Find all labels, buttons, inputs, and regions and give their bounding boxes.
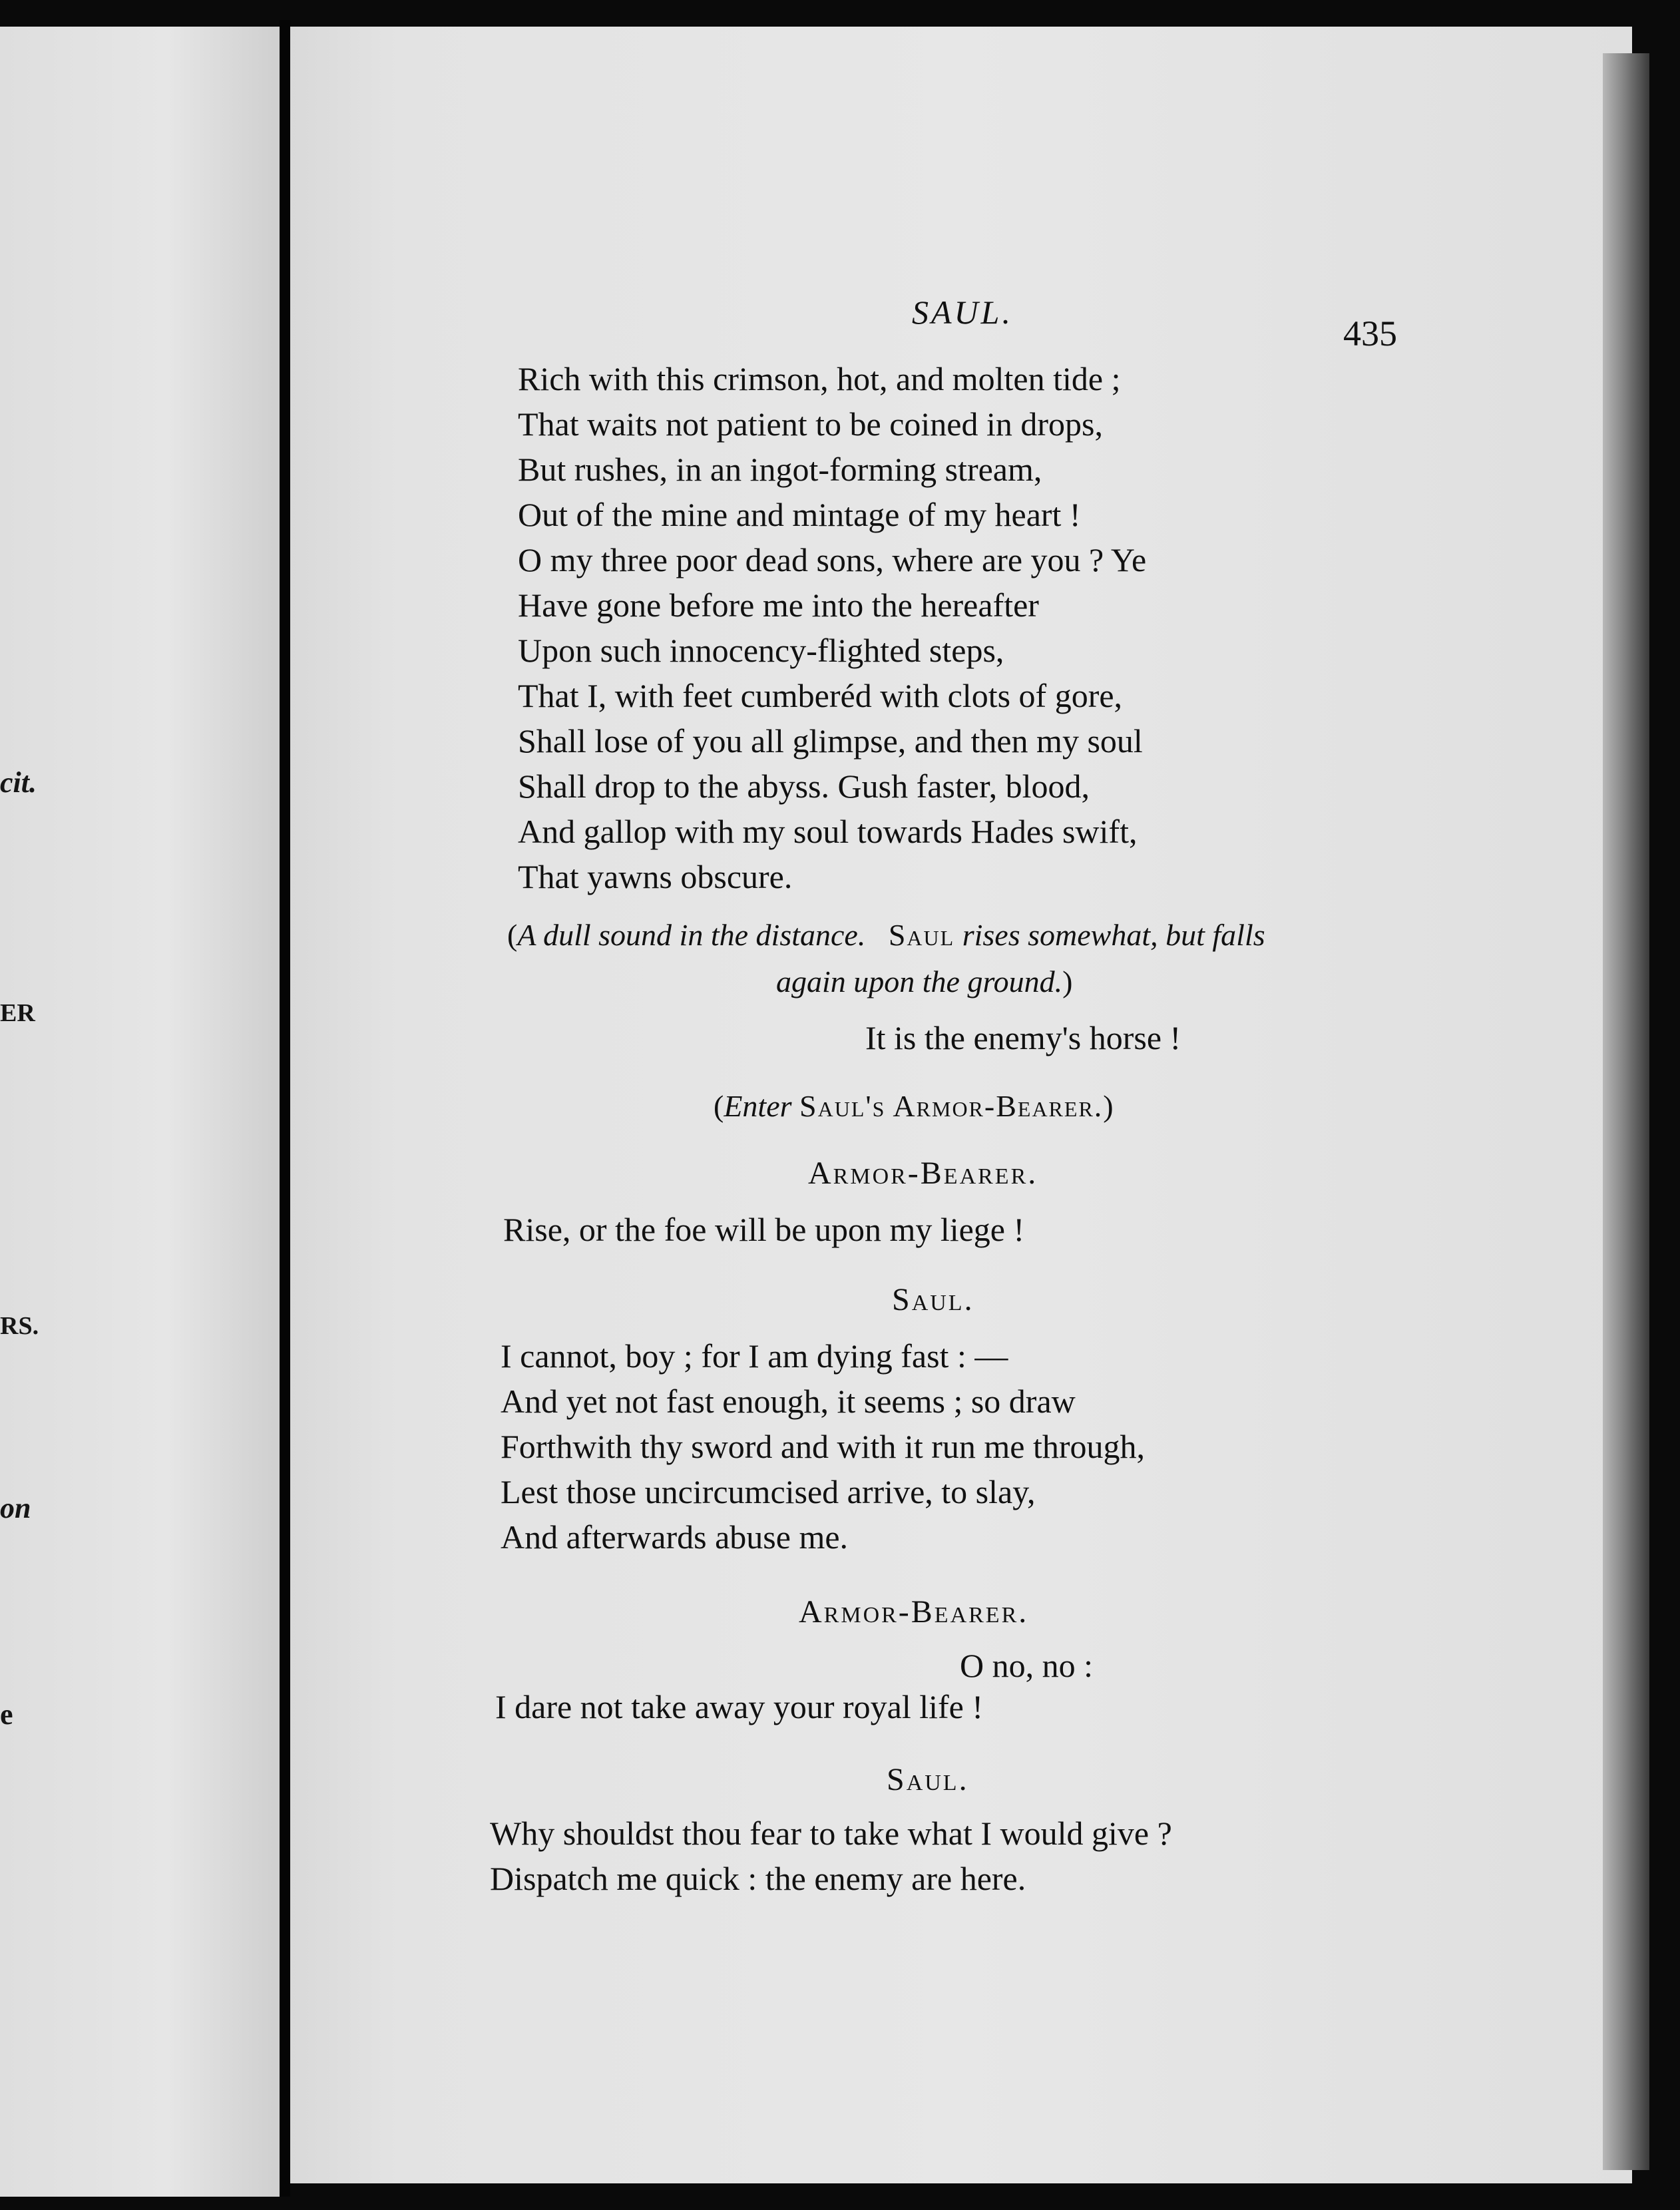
- verse-line: I cannot, boy ; for I am dying fast : —: [501, 1337, 1008, 1375]
- verse-line: I dare not take away your royal life !: [495, 1688, 984, 1725]
- verse-line: Rise, or the foe will be upon my liege !: [503, 1211, 1025, 1248]
- book-gutter: [280, 20, 290, 2197]
- verse-line: And yet not fast enough, it seems ; so draw: [501, 1383, 1076, 1420]
- verse-line: Have gone before me into the hereafter: [518, 586, 1039, 624]
- running-head: SAUL.: [912, 294, 1013, 331]
- page-number: 435: [1343, 314, 1397, 353]
- stage-direction-text: Enter: [724, 1089, 792, 1123]
- verse-line: It is the enemy's horse !: [865, 1019, 1181, 1056]
- character-name: Saul: [888, 918, 955, 952]
- left-page: [0, 27, 280, 2197]
- verse-line: And afterwards abuse me.: [501, 1518, 849, 1556]
- speaker-name: Saul.: [892, 1282, 974, 1317]
- verse-line: O my three poor dead sons, where are you ? Ye: [518, 541, 1147, 578]
- verse-line: Forthwith thy sword and with it run me through,: [501, 1428, 1145, 1465]
- left-page-fragment: RS.: [0, 1312, 39, 1340]
- verse-line: And gallop with my soul towards Hades swift,: [518, 813, 1138, 850]
- verse-line: Dispatch me quick : the enemy are here.: [490, 1860, 1026, 1897]
- verse-line: Shall drop to the abyss. Gush faster, blood,: [518, 768, 1090, 805]
- verse-line: Shall lose of you all glimpse, and then my soul: [518, 722, 1143, 760]
- left-page-fragment: e: [0, 1698, 13, 1731]
- verse-line: Rich with this crimson, hot, and molten tide ;: [518, 360, 1121, 397]
- speech-saul-continued: [518, 356, 1146, 899]
- verse-line: That waits not patient to be coined in drops,: [518, 405, 1103, 443]
- speaker-name: Armor-Bearer.: [799, 1594, 1029, 1630]
- stage-direction: (A dull sound in the distance. Saul rises somewhat, but falls: [507, 918, 1265, 952]
- left-page-fragment: cit.: [0, 766, 37, 799]
- stage-direction-text: rises somewhat, but falls: [962, 918, 1265, 952]
- verse-line: That yawns obscure.: [518, 858, 793, 895]
- verse-line: Lest those uncircumcised arrive, to slay,: [501, 1473, 1036, 1510]
- left-page-fragment: on: [0, 1492, 31, 1524]
- stage-direction-text: again upon the ground.: [776, 965, 1063, 998]
- left-page-fragment: ER: [0, 999, 35, 1027]
- stage-direction: (Enter Saul's Armor-Bearer.): [714, 1089, 1114, 1123]
- verse-line: Upon such innocency-flighted steps,: [518, 632, 1004, 669]
- verse-line: Out of the mine and mintage of my heart !: [518, 496, 1081, 533]
- speech-saul: [501, 1333, 1145, 1560]
- speech-saul-final: [490, 1811, 1172, 1901]
- page-edge: [1603, 53, 1649, 2170]
- verse-line: That I, with feet cumberéd with clots of gore,: [518, 677, 1123, 714]
- verse-line: But rushes, in an ingot-forming stream,: [518, 451, 1042, 488]
- speaker-name: Armor-Bearer.: [808, 1156, 1038, 1191]
- verse-line: O no, no :: [960, 1647, 1093, 1684]
- character-name: Saul's Armor-Bearer.: [799, 1089, 1104, 1123]
- stage-direction-text: A dull sound in the distance.: [517, 918, 866, 952]
- speaker-name: Saul.: [887, 1762, 969, 1797]
- stage-direction: again upon the ground.): [776, 965, 1073, 998]
- verse-line: Why shouldst thou fear to take what I would give ?: [490, 1815, 1172, 1852]
